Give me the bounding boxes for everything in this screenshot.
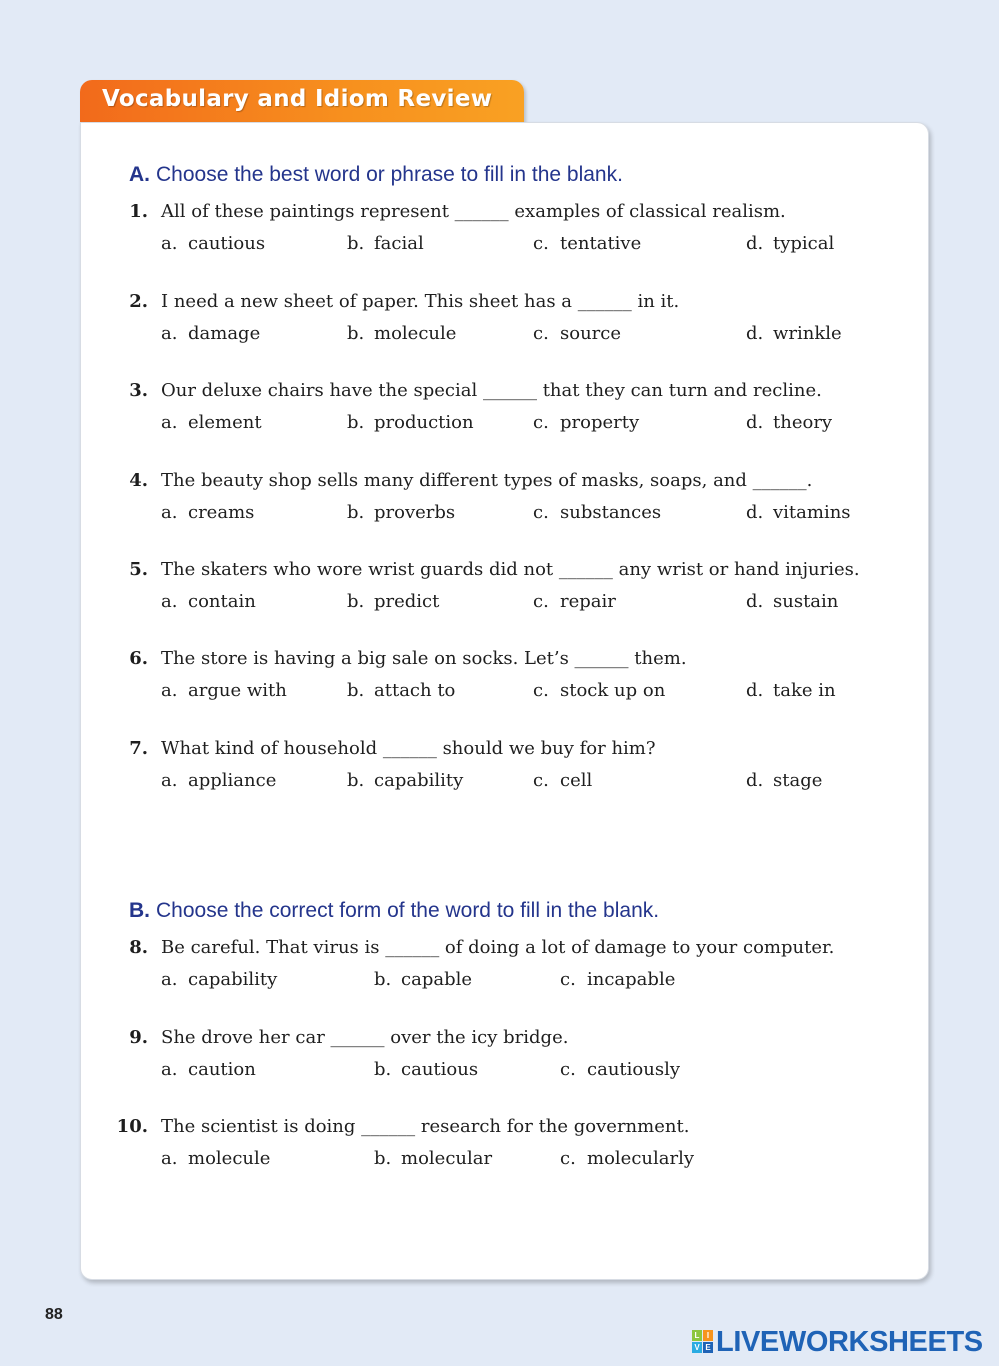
option-letter: b. — [347, 412, 365, 433]
option-text: stage — [773, 770, 823, 791]
option-letter: a. — [161, 323, 178, 344]
answer-option[interactable] — [560, 1148, 694, 1169]
option-letter: a. — [161, 1059, 178, 1080]
question-number: 8. — [129, 937, 148, 958]
option-text: cautious — [188, 233, 266, 254]
question-number: 6. — [129, 648, 148, 669]
answer-option[interactable] — [161, 680, 287, 701]
option-letter: a. — [161, 1148, 178, 1169]
option-text: stock up on — [560, 680, 666, 701]
option-text: property — [560, 412, 640, 433]
option-text: incapable — [587, 969, 676, 990]
option-letter: b. — [347, 770, 365, 791]
question-number: 2. — [129, 291, 148, 312]
option-text: molecule — [374, 323, 457, 344]
option-text: attach to — [374, 680, 456, 701]
answer-option[interactable] — [161, 233, 265, 254]
page-title: Vocabulary and Idiom Review — [102, 86, 493, 112]
logo-tile-e: E — [703, 1342, 713, 1353]
option-letter: c. — [533, 770, 549, 791]
logo-tile-v: V — [692, 1342, 702, 1353]
answer-option[interactable] — [533, 502, 661, 523]
answer-option[interactable] — [347, 502, 455, 523]
answer-option[interactable] — [161, 591, 256, 612]
option-text: cell — [560, 770, 593, 791]
answer-option[interactable] — [161, 1059, 256, 1080]
option-text: cautious — [401, 1059, 479, 1080]
option-letter: c. — [533, 502, 549, 523]
option-letter: b. — [347, 323, 365, 344]
answer-option[interactable] — [560, 1059, 680, 1080]
question-item — [0, 470, 999, 530]
page-number: 88 — [45, 1306, 63, 1323]
option-letter: d. — [746, 502, 764, 523]
option-letter: c. — [533, 680, 549, 701]
option-letter: a. — [161, 412, 178, 433]
question-text: She drove her car ______ over the icy bridge. — [161, 1027, 569, 1048]
option-letter: d. — [746, 233, 764, 254]
question-text: All of these paintings represent ______ examples of classical realism. — [161, 201, 786, 222]
option-letter: c. — [533, 233, 549, 254]
option-text: appliance — [188, 770, 277, 791]
option-text: repair — [560, 591, 616, 612]
section-b-letter: B. — [129, 899, 150, 922]
answer-option[interactable] — [161, 969, 277, 990]
question-number: 7. — [129, 738, 148, 759]
answer-option[interactable] — [533, 591, 616, 612]
option-letter: a. — [161, 680, 178, 701]
option-text: capability — [374, 770, 464, 791]
answer-option[interactable] — [533, 412, 639, 433]
section-a-letter: A. — [129, 163, 150, 186]
option-text: molecularly — [587, 1148, 695, 1169]
option-text: wrinkle — [773, 323, 842, 344]
answer-option[interactable] — [746, 412, 832, 433]
question-number: 3. — [129, 380, 148, 401]
option-letter: a. — [161, 502, 178, 523]
option-text: facial — [374, 233, 424, 254]
question-item — [0, 380, 999, 440]
option-text: vitamins — [773, 502, 851, 523]
option-text: cautiously — [587, 1059, 680, 1080]
answer-option[interactable] — [347, 770, 463, 791]
option-letter: a. — [161, 591, 178, 612]
option-letter: a. — [161, 770, 178, 791]
option-letter: c. — [560, 969, 576, 990]
question-number: 4. — [129, 470, 148, 491]
logo-tile-l: L — [692, 1330, 702, 1341]
answer-option[interactable] — [161, 1148, 270, 1169]
answer-option[interactable] — [161, 770, 276, 791]
question-text: The store is having a big sale on socks. Let’s ______ them. — [161, 648, 687, 669]
option-letter: c. — [533, 323, 549, 344]
option-text: damage — [188, 323, 261, 344]
option-text: creams — [188, 502, 255, 523]
section-title-tab — [80, 80, 524, 128]
option-text: caution — [188, 1059, 256, 1080]
question-item — [0, 648, 999, 708]
option-text: predict — [374, 591, 440, 612]
question-text: Be careful. That virus is ______ of doing a lot of damage to your computer. — [161, 937, 835, 958]
option-letter: d. — [746, 412, 764, 433]
liveworksheets-wordmark: LIVEWORKSHEETS — [716, 1326, 983, 1358]
question-text: The scientist is doing ______ research for the government. — [161, 1116, 690, 1137]
answer-option[interactable] — [161, 323, 260, 344]
option-letter: b. — [347, 502, 365, 523]
option-letter: c. — [533, 412, 549, 433]
answer-option[interactable] — [746, 233, 834, 254]
option-text: element — [188, 412, 262, 433]
question-text: I need a new sheet of paper. This sheet has a ______ in it. — [161, 291, 680, 312]
answer-option[interactable] — [746, 680, 836, 701]
answer-option[interactable] — [560, 969, 675, 990]
option-text: substances — [560, 502, 662, 523]
question-number: 5. — [129, 559, 148, 580]
option-text: capability — [188, 969, 278, 990]
answer-option[interactable] — [347, 591, 439, 612]
answer-option[interactable] — [347, 680, 455, 701]
option-text: molecule — [188, 1148, 271, 1169]
answer-option[interactable] — [746, 502, 851, 523]
option-text: tentative — [560, 233, 642, 254]
question-number: 10. — [116, 1116, 148, 1137]
answer-option[interactable] — [347, 233, 424, 254]
answer-option[interactable] — [746, 770, 822, 791]
answer-option[interactable] — [533, 770, 592, 791]
question-item — [0, 559, 999, 619]
question-item — [0, 738, 999, 798]
question-item — [0, 937, 999, 997]
option-letter: b. — [374, 969, 392, 990]
question-item — [0, 201, 999, 261]
section-a-instruction: Choose the best word or phrase to fill in the blank. — [156, 163, 623, 186]
answer-option[interactable] — [161, 412, 262, 433]
section-a-heading — [129, 163, 623, 187]
liveworksheets-icon — [692, 1330, 714, 1354]
option-letter: b. — [347, 591, 365, 612]
option-letter: c. — [533, 591, 549, 612]
answer-option[interactable] — [533, 680, 665, 701]
section-b-instruction: Choose the correct form of the word to fill in the blank. — [156, 899, 660, 922]
answer-option[interactable] — [347, 412, 474, 433]
question-item — [0, 1027, 999, 1087]
answer-option[interactable] — [533, 323, 621, 344]
answer-option[interactable] — [374, 1059, 478, 1080]
answer-option[interactable] — [533, 233, 641, 254]
question-text: What kind of household ______ should we buy for him? — [161, 738, 656, 759]
question-item — [0, 1116, 999, 1176]
option-letter: d. — [746, 770, 764, 791]
option-text: sustain — [773, 591, 839, 612]
option-letter: a. — [161, 969, 178, 990]
option-letter: c. — [560, 1148, 576, 1169]
question-number: 9. — [129, 1027, 148, 1048]
option-letter: b. — [347, 680, 365, 701]
option-letter: d. — [746, 591, 764, 612]
option-letter: d. — [746, 323, 764, 344]
answer-option[interactable] — [746, 591, 838, 612]
answer-option[interactable] — [374, 969, 472, 990]
question-text: The skaters who wore wrist guards did not ______ any wrist or hand injuries. — [161, 559, 860, 580]
section-b-heading — [129, 899, 659, 923]
logo-tile-i: I — [703, 1330, 713, 1341]
answer-option[interactable] — [161, 502, 254, 523]
option-letter: a. — [161, 233, 178, 254]
option-text: typical — [773, 233, 835, 254]
option-text: theory — [773, 412, 833, 433]
question-text: Our deluxe chairs have the special ______ that they can turn and recline. — [161, 380, 822, 401]
option-text: production — [374, 412, 474, 433]
option-text: capable — [401, 969, 472, 990]
option-letter: b. — [374, 1059, 392, 1080]
question-number: 1. — [129, 201, 148, 222]
option-letter: d. — [746, 680, 764, 701]
question-item — [0, 291, 999, 351]
option-letter: c. — [560, 1059, 576, 1080]
answer-option[interactable] — [347, 323, 456, 344]
option-text: contain — [188, 591, 256, 612]
option-text: proverbs — [374, 502, 456, 523]
question-text: The beauty shop sells many different types of masks, soaps, and ______. — [161, 470, 813, 491]
option-text: take in — [773, 680, 836, 701]
option-text: molecular — [401, 1148, 493, 1169]
option-letter: b. — [347, 233, 365, 254]
option-text: argue with — [188, 680, 287, 701]
option-text: source — [560, 323, 622, 344]
option-letter: b. — [374, 1148, 392, 1169]
answer-option[interactable] — [374, 1148, 492, 1169]
answer-option[interactable] — [746, 323, 842, 344]
